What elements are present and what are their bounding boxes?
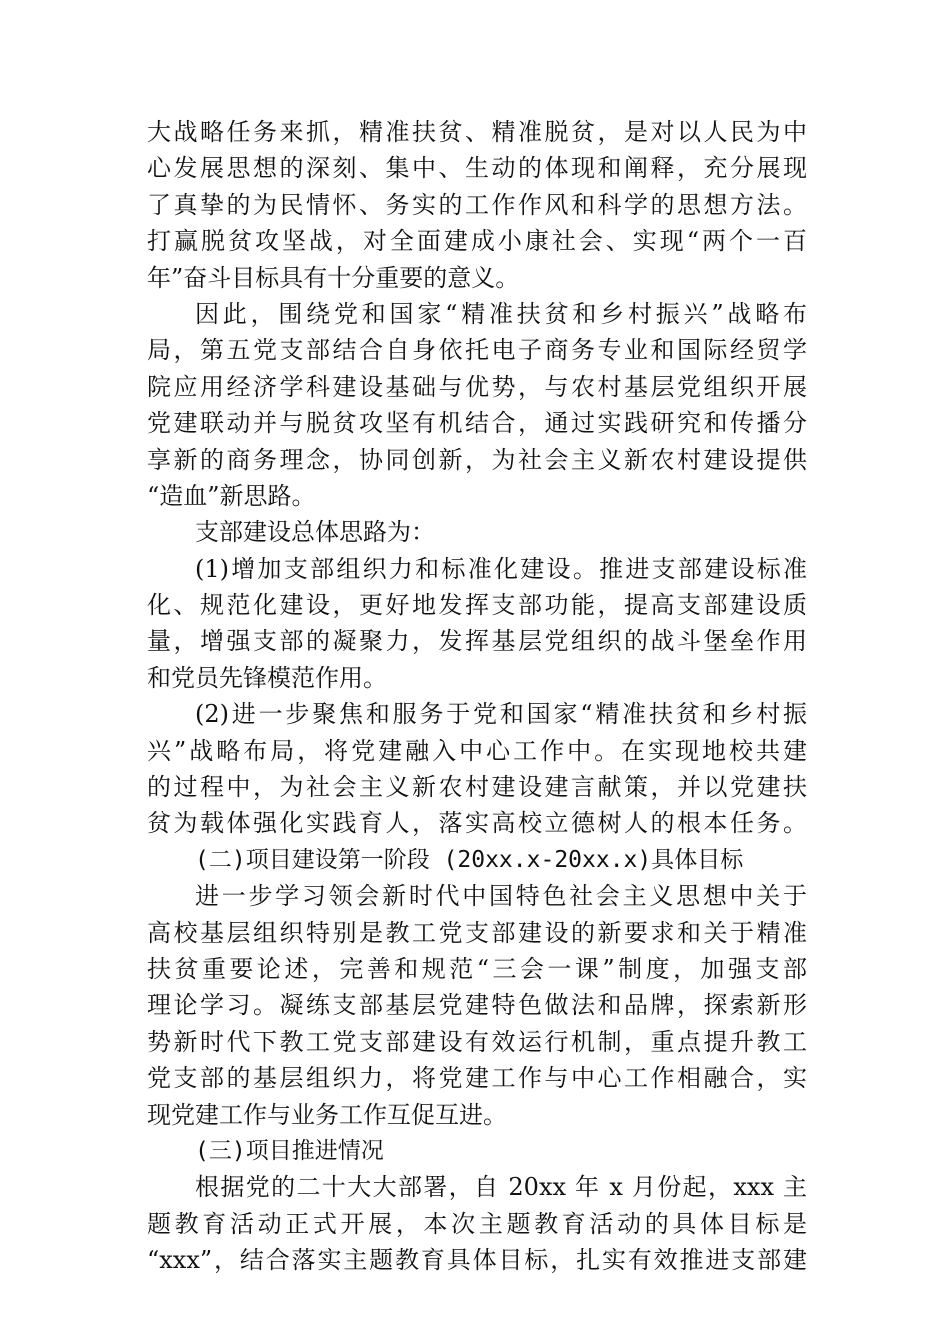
document-body <box>147 114 807 1279</box>
paragraph-line: 根据党的二十大大部署，自 20xx 年 x 月份起，xxx 主 <box>195 1173 807 1202</box>
paragraph-line: 院应用经济学科建设基础与优势，与农村基层党组织开展 <box>147 372 807 401</box>
list-item-line: 贫为载体强化实践育人，落实高校立德树人的根本任务。 <box>147 809 807 838</box>
list-item-line: 的过程中，为社会主义新农村建设建言献策，并以党建扶 <box>147 773 807 802</box>
paragraph-line: 党建联动并与脱贫攻坚有机结合，通过实践研究和传播分 <box>147 409 807 438</box>
list-item-line: 量，增强支部的凝聚力，发挥基层党组织的战斗堡垒作用 <box>147 627 807 656</box>
paragraph-line: 心发展思想的深刻、集中、生动的体现和阐释，充分展现 <box>147 154 807 183</box>
paragraph-line: 支部建设总体思路为： <box>195 518 435 547</box>
paragraph-line: 年”奋斗目标具有十分重要的意义。 <box>147 263 520 292</box>
paragraph-line: 因此，围绕党和国家“精准扶贫和乡村振兴”战略布 <box>195 299 807 328</box>
paragraph-line: 大战略任务来抓，精准扶贫、精准脱贫，是对以人民为中 <box>147 118 807 146</box>
paragraph-line: 扶贫重要论述，完善和规范“三会一课”制度，加强支部 <box>147 954 807 983</box>
section-heading: (三)项目推进情况 <box>195 1137 384 1164</box>
paragraph-line: 题教育活动正式开展，本次主题教育活动的具体目标是 <box>147 1209 807 1238</box>
list-item-line: 化、规范化建设，更好地发挥支部功能，提高支部建设质 <box>147 591 807 620</box>
list-item-line: (1)增加支部组织力和标准化建设。推进支部建设标准 <box>195 554 807 583</box>
list-item-line: 和党员先锋模范作用。 <box>147 663 387 692</box>
paragraph-line: 现党建工作与业务工作互促互进。 <box>147 1100 507 1129</box>
paragraph-line: 享新的商务理念，协同创新，为社会主义新农村建设提供 <box>147 445 807 474</box>
paragraph-line: 打赢脱贫攻坚战，对全面建成小康社会、实现“两个一百 <box>147 227 807 256</box>
list-item-line: 兴”战略布局，将党建融入中心工作中。在实现地校共建 <box>147 736 807 765</box>
list-item-line: (2)进一步聚焦和服务于党和国家“精准扶贫和乡村振 <box>195 700 807 729</box>
paragraph-line: 势新时代下教工党支部建设有效运行机制，重点提升教工 <box>147 1027 807 1056</box>
paragraph-line: “xxx”，结合落实主题教育具体目标，扎实有效推进支部建 <box>147 1246 807 1275</box>
paragraph-line: 局，第五党支部结合自身依托电子商务专业和国际经贸学 <box>147 336 807 365</box>
paragraph-line: “造血”新思路。 <box>147 481 316 510</box>
paragraph-line: 高校基层组织特别是教工党支部建设的新要求和关于精准 <box>147 918 807 947</box>
paragraph-line: 进一步学习领会新时代中国特色社会主义思想中关于 <box>195 882 807 911</box>
paragraph-line: 理论学习。凝练支部基层党建特色做法和品牌，探索新形 <box>147 991 807 1020</box>
section-heading: (二)项目建设第一阶段 (20xx.x-20xx.x)具体目标 <box>195 846 744 873</box>
paragraph-line: 党支部的基层组织力，将党建工作与中心工作相融合，实 <box>147 1064 807 1093</box>
paragraph-line: 了真挚的为民情怀、务实的工作作风和科学的思想方法。 <box>147 190 807 219</box>
